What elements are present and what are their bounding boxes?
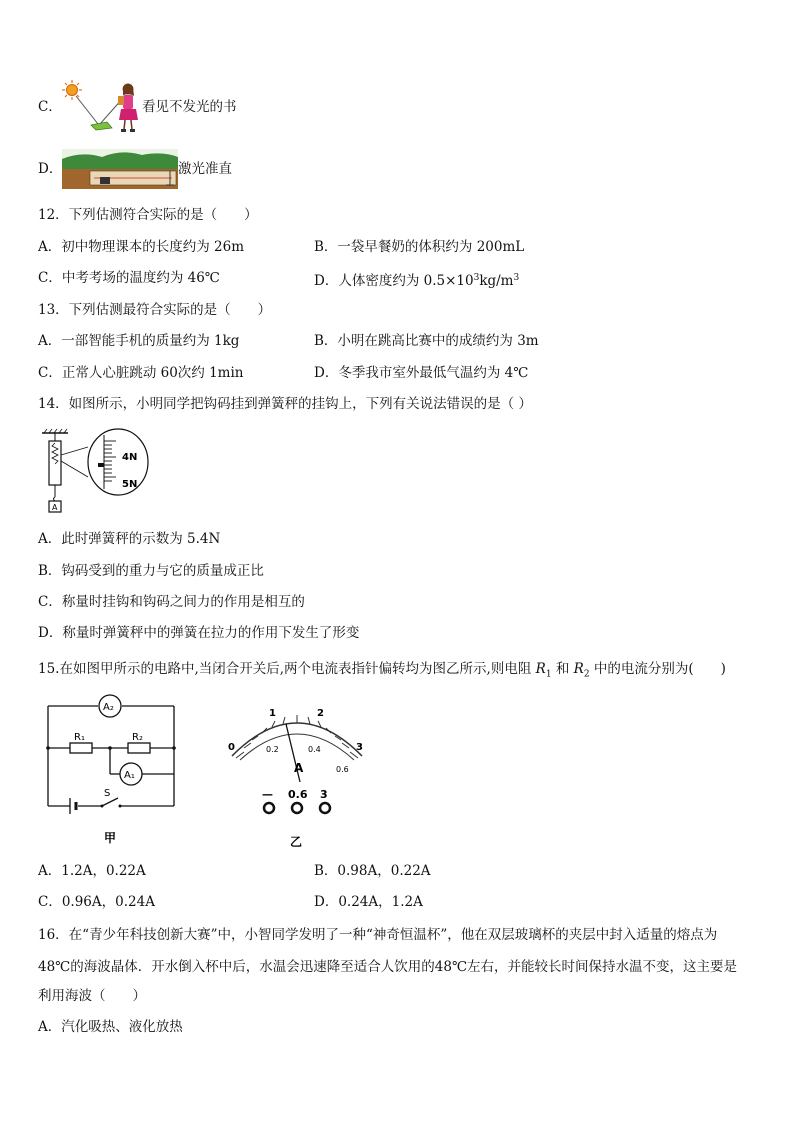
terminal-label-minus: —: [262, 788, 273, 801]
dial-unit-a: A: [294, 761, 304, 775]
q15-option-a: A．1.2A，0.22A: [38, 863, 146, 879]
resistor-r2: [128, 743, 150, 753]
q15-stem: [38, 660, 726, 684]
q13-option-d: D．冬季我市室外最低气温约为 4℃: [314, 365, 529, 381]
q11-option-c-letter: C．: [38, 99, 62, 115]
label-s: S: [104, 788, 111, 799]
book-icon: [91, 122, 112, 130]
terminal-3: [320, 803, 330, 813]
q14-option-d: D．称量时弹簧秤中的弹簧在拉力的作用下发生了形变: [38, 625, 360, 641]
switch-s: [102, 798, 118, 806]
q15-r1-symbol: R: [535, 661, 546, 677]
q13-option-a: A．一部智能手机的质量约为 1kg: [38, 333, 240, 349]
q15-stem-post: 中的电流分别为( ): [593, 661, 726, 677]
q12-option-d-unit: kg/m: [479, 273, 514, 289]
q12-option-d-main: D．人体密度约为 0.5×10: [314, 273, 474, 289]
caption-yi: 乙: [290, 835, 303, 849]
label-r1: R₁: [74, 732, 85, 743]
dial-tick-0-2: 0.2: [266, 745, 279, 754]
spring-scale-figure: [38, 425, 150, 515]
q12-option-d: [314, 269, 519, 290]
label-a2: A₂: [103, 702, 114, 713]
terminal-label-0-6: 0.6: [288, 788, 308, 801]
girl-icon: [118, 84, 138, 133]
dial-tick-2: 2: [317, 708, 324, 719]
terminal-label-3: 3: [320, 788, 328, 801]
dial-tick-1: 1: [269, 708, 276, 719]
q13-option-c: C．正常人心脏跳动 60次约 1min: [38, 365, 244, 381]
sun-reading-girl-illustration: [60, 80, 142, 134]
q15-r2-sub: 2: [583, 669, 590, 680]
terminal-0-6: [292, 803, 302, 813]
terminal-minus: [264, 803, 274, 813]
q14-stem: 14．如图所示，小明同学把钩码挂到弹簧秤的挂钩上，下列有关说法错误的是（ ）: [38, 396, 532, 412]
q14-scale-5n: 5N: [122, 479, 138, 490]
q16-stem-line3: 利用海波（ ）: [38, 988, 146, 1004]
q15-option-b: B．0.98A，0.22A: [314, 863, 431, 879]
q14-weight-label: A: [52, 503, 58, 512]
q16-stem-line1: 16．在“青少年科技创新大赛”中，小智同学发明了一种“神奇恒温杯”，他在双层玻璃杯的夹层中封入适量的熔点为: [38, 927, 718, 943]
q14-scale-4n: 4N: [122, 452, 138, 463]
q12-option-a: A．初中物理课本的长度约为 26m: [38, 239, 245, 255]
q14-option-c: C．称量时挂钩和钩码之间力的作用是相互的: [38, 594, 305, 610]
q15-r2-symbol: R: [573, 661, 584, 677]
q15-option-d: D．0.24A，1.2A: [314, 894, 423, 910]
q15-stem-pre: 15.在如图甲所示的电路中,当闭合开关后,两个电流表指针偏转均为图乙所示,则电阻: [38, 661, 532, 677]
q15-option-c: C．0.96A，0.24A: [38, 894, 155, 910]
q11-option-d-letter: D．: [38, 161, 63, 177]
resistor-r1: [70, 743, 92, 753]
caption-jia: 甲: [104, 831, 117, 845]
q12-option-d-unit-exp: 3: [513, 273, 520, 283]
dial-tick-3: 3: [356, 742, 363, 753]
label-a1: A₁: [124, 770, 135, 781]
laser-tunnel-illustration: [62, 149, 178, 189]
q16-stem-line2: 48℃的海波晶体．开水倒入杯中后，水温会迅速降至适合人饮用的48℃左右，并能较长时间保持水温不变，这主要是: [38, 959, 738, 975]
q12-option-d-exp: 3: [473, 273, 480, 283]
q16-option-a: A．汽化吸热、液化放热: [38, 1019, 183, 1035]
q13-option-b: B．小明在跳高比赛中的成绩约为 3m: [314, 333, 539, 349]
q15-r1-sub: 1: [545, 669, 552, 680]
dial-tick-0-6: 0.6: [336, 765, 349, 774]
q12-option-b: B．一袋早餐奶的体积约为 200mL: [314, 239, 525, 255]
q14-option-a: A．此时弹簧秤的示数为 5.4N: [38, 531, 221, 547]
sun-icon: [62, 80, 82, 100]
ammeter-dial-yi: [222, 694, 372, 854]
q15-and: 和: [555, 661, 570, 677]
q11-option-c-text: 看见不发光的书: [142, 99, 237, 115]
q12-option-c: C．中考考场的温度约为 46℃: [38, 270, 220, 286]
q14-option-b: B．钩码受到的重力与它的质量成正比: [38, 563, 264, 579]
dial-tick-0-4: 0.4: [308, 745, 321, 754]
label-r2: R₂: [132, 732, 143, 743]
circuit-diagram-jia: [40, 694, 190, 846]
dial-tick-0-top: 0: [228, 742, 235, 753]
q12-stem: 12．下列估测符合实际的是（ ）: [38, 207, 258, 223]
q13-stem: 13．下列估测最符合实际的是（ ）: [38, 302, 272, 318]
q11-option-d-text: 激光准直: [178, 161, 232, 177]
